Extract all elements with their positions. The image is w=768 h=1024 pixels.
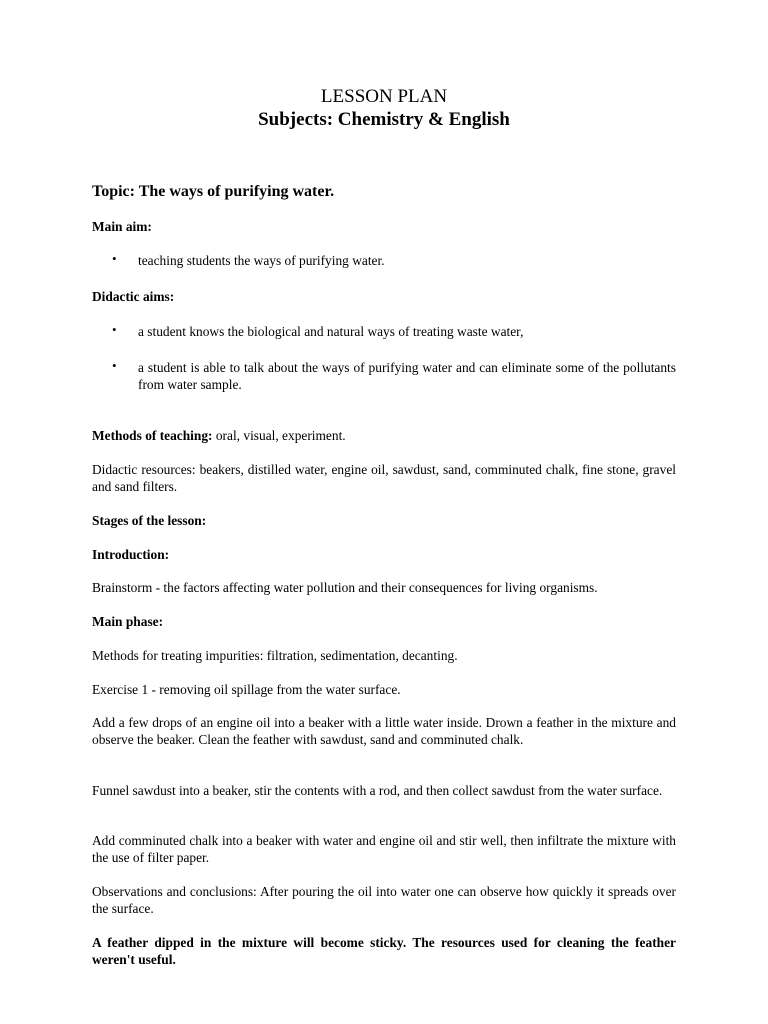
observations-text: Observations and conclusions: After pouring the oil into water one can observe how quickly it spreads over the surface. — [92, 884, 676, 916]
main-phase-heading: Main phase: — [92, 614, 164, 629]
didactic-resources: Didactic resources: beakers, distilled water, engine oil, sawdust, sand, comminuted chalk, fine stone, gravel and sand filters. — [92, 462, 676, 494]
exercise-1-text: Exercise 1 - removing oil spillage from the water surface. — [92, 682, 401, 697]
step-2-text: Funnel sawdust into a beaker, stir the contents with a rod, and then collect sawdust from the water surface. — [92, 783, 663, 798]
step-3-text: Add comminuted chalk into a beaker with water and engine oil and stir well, then infiltrate the mixture with the use of filter paper. — [92, 833, 676, 865]
main-aim-item: teaching students the ways of purifying water. — [138, 253, 385, 268]
bullet-icon: • — [112, 358, 117, 373]
conclusion-text: A feather dipped in the mixture will become sticky. The resources used for cleaning the feather weren't useful. — [92, 935, 676, 967]
bullet-icon: • — [112, 322, 117, 337]
introduction-heading: Introduction: — [92, 547, 170, 562]
main-aim-heading: Main aim: — [92, 219, 152, 234]
didactic-aim-item: a student knows the biological and natural ways of treating waste water, — [138, 324, 524, 339]
document-subjects: Subjects: Chemistry & English — [258, 109, 510, 130]
brainstorm-text: Brainstorm - the factors affecting water pollution and their consequences for living organisms. — [92, 580, 598, 595]
step-1-text: Add a few drops of an engine oil into a beaker with a little water inside. Drown a feather in the mixture and observe the beaker. Clean the feather with sawdust, sand and comminuted chalk. — [92, 715, 676, 747]
topic-heading: Topic: The ways of purifying water. — [92, 183, 335, 200]
methods-of-teaching — [92, 427, 676, 444]
didactic-aim-item: a student is able to talk about the ways of purifying water and can eliminate some of the pollutants from water sample. — [138, 360, 676, 392]
document-title: LESSON PLAN — [320, 86, 448, 107]
methods-value: oral, visual, experiment. — [212, 428, 346, 443]
didactic-aims-heading: Didactic aims: — [92, 289, 175, 304]
bullet-icon: • — [112, 251, 117, 266]
methods-label: Methods of teaching: — [92, 428, 213, 443]
stages-heading: Stages of the lesson: — [92, 513, 207, 528]
methods-treating-text: Methods for treating impurities: filtration, sedimentation, decanting. — [92, 648, 458, 663]
